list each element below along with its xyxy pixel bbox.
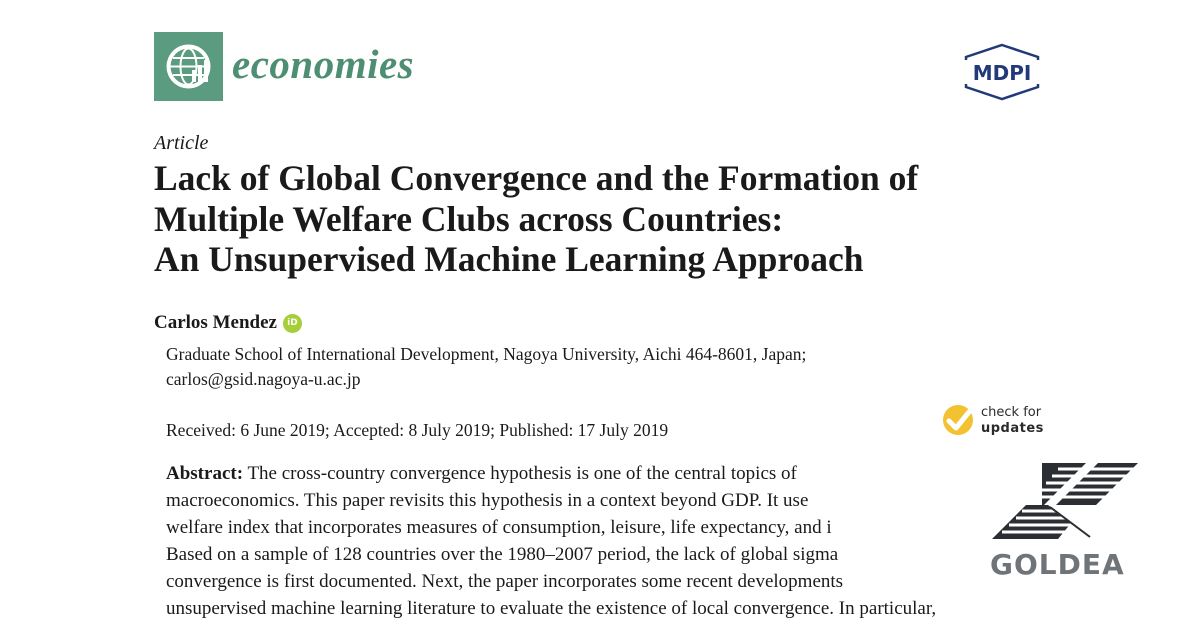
abstract-line: convergence is first documented. Next, the paper incorporates some recent developments bbox=[166, 571, 844, 592]
publisher-logo bbox=[958, 43, 1046, 101]
abstract-line bbox=[166, 460, 1046, 487]
author-row bbox=[154, 312, 302, 334]
abstract-line: unsupervised machine learning literature to evaluate the existence of local convergence. In particular, bbox=[166, 598, 937, 619]
publication-dates: Received: 6 June 2019; Accepted: 8 July 2019; Published: 17 July 2019 bbox=[166, 420, 669, 440]
abstract-line: Based on a sample of 128 countries over the 1980–2007 period, the lack of global sigma bbox=[166, 544, 839, 565]
watermark-text: GOLDEA bbox=[990, 548, 1125, 581]
abstract-text: The cross-country convergence hypothesis is one of the central topics of bbox=[243, 463, 797, 484]
title-line: Multiple Welfare Clubs across Countries: bbox=[154, 198, 784, 239]
article-title bbox=[154, 158, 918, 280]
watermark bbox=[986, 455, 1141, 590]
publisher-name: MDPI bbox=[972, 61, 1032, 85]
abstract-line: macroeconomics. This paper revisits this hypothesis in a context beyond GDP. It use bbox=[166, 490, 809, 511]
article-type: Article bbox=[154, 132, 209, 154]
abstract-line: welfare index that incorporates measures of consumption, leisure, life expectancy, and i bbox=[166, 517, 832, 538]
watermark-logo-icon bbox=[986, 455, 1141, 545]
journal-name: economies bbox=[232, 41, 415, 87]
orcid-icon[interactable]: iD bbox=[283, 314, 302, 333]
globe-chart-icon bbox=[154, 32, 223, 101]
journal-logo bbox=[154, 32, 223, 101]
author-email[interactable]: carlos@gsid.nagoya-u.ac.jp bbox=[166, 369, 361, 389]
affiliation-address: Graduate School of International Development, Nagoya University, Aichi 464-8601, Japan; bbox=[166, 344, 807, 364]
title-line: An Unsupervised Machine Learning Approach bbox=[154, 239, 864, 279]
abstract bbox=[166, 460, 1046, 622]
check-updates-icon bbox=[941, 403, 975, 437]
affiliation bbox=[166, 342, 806, 392]
check-for-updates-badge[interactable] bbox=[941, 403, 1061, 439]
updates-label-bottom: updates bbox=[981, 421, 1044, 436]
abstract-label: Abstract: bbox=[166, 463, 244, 484]
title-line: Lack of Global Convergence and the Formation of bbox=[154, 158, 919, 198]
updates-label-top: check for bbox=[981, 405, 1042, 420]
author-name: Carlos Mendez bbox=[154, 312, 277, 333]
